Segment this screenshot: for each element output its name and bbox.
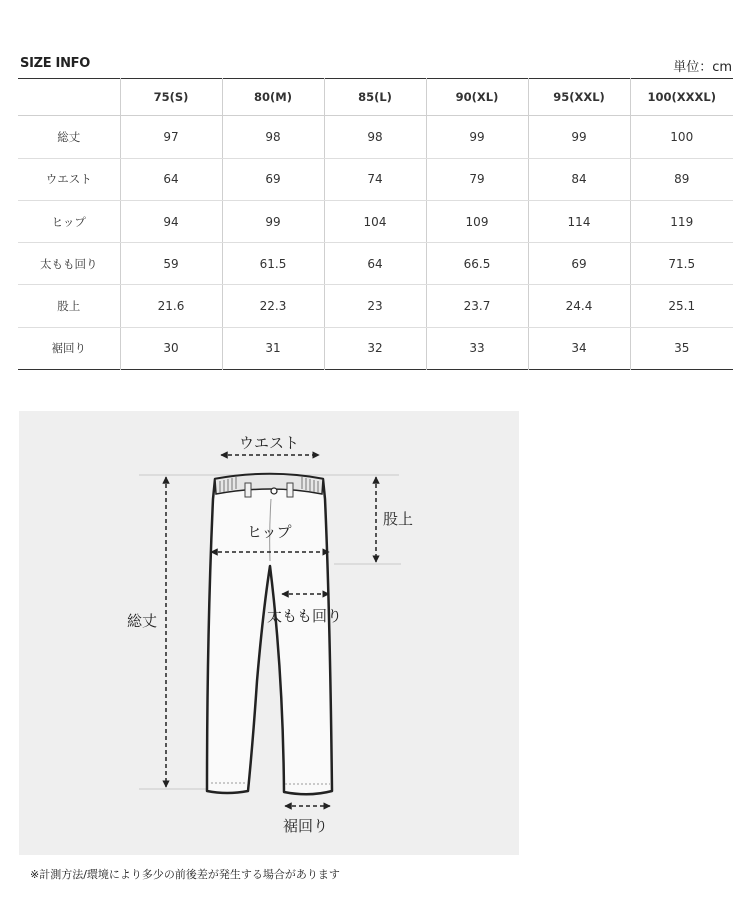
column-header: 100(XXXL) [630,79,733,116]
table-cell: 69 [528,243,630,285]
table-cell: 89 [630,158,733,200]
measurement-note: ※計測方法/環境により多少の前後差が発生する場合があります [30,868,340,881]
row-label: 総丈 [18,116,120,158]
column-header: 90(XL) [426,79,528,116]
column-header: 80(M) [222,79,324,116]
column-header: 75(S) [120,79,222,116]
table-row [18,116,733,158]
table-header-row [18,79,733,116]
table-cell: 99 [222,200,324,242]
table-cell: 23 [324,285,426,327]
row-label: ヒップ [18,200,120,242]
table-cell: 94 [120,200,222,242]
table-row [18,200,733,242]
thigh-label: 太もも回り [267,607,343,625]
table-row [18,285,733,327]
table-cell: 98 [222,116,324,158]
table-cell: 32 [324,327,426,369]
table-cell: 34 [528,327,630,369]
unit-label: 単位：cm [673,60,732,75]
table-cell: 30 [120,327,222,369]
measurement-diagram [19,411,519,855]
table-cell: 21.6 [120,285,222,327]
column-header: 85(L) [324,79,426,116]
table-row [18,243,733,285]
hem-label: 裾回り [283,817,329,835]
size-info-title: SIZE INFO [20,56,90,71]
row-label: 股上 [18,285,120,327]
table-cell: 25.1 [630,285,733,327]
button-icon [271,488,277,494]
table-cell: 79 [426,158,528,200]
column-header: 95(XXL) [528,79,630,116]
pants-illustration [19,411,519,855]
column-header [18,79,120,116]
table-cell: 100 [630,116,733,158]
table-cell: 33 [426,327,528,369]
table-cell: 64 [324,243,426,285]
table-cell: 23.7 [426,285,528,327]
waist-label: ウエスト [239,434,300,452]
table-cell: 99 [426,116,528,158]
table-cell: 71.5 [630,243,733,285]
table-cell: 97 [120,116,222,158]
table-cell: 98 [324,116,426,158]
table-cell: 119 [630,200,733,242]
table-row [18,327,733,369]
table-cell: 24.4 [528,285,630,327]
table-cell: 59 [120,243,222,285]
rise-label: 股上 [383,510,414,528]
row-label: 太もも回り [18,243,120,285]
row-label: 裾回り [51,341,86,356]
table-cell: 22.3 [222,285,324,327]
hip-label: ヒップ [247,523,292,541]
table-cell: 61.5 [222,243,324,285]
table-cell: 84 [528,158,630,200]
row-label: ウエスト [18,158,120,200]
size-info-header [20,54,732,76]
table-cell: 99 [528,116,630,158]
table-cell: 64 [120,158,222,200]
table-cell: 74 [324,158,426,200]
table-cell: 109 [426,200,528,242]
table-cell: 35 [630,327,733,369]
table-cell: 31 [222,327,324,369]
table-cell: 114 [528,200,630,242]
table-row [18,158,733,200]
table-cell: 66.5 [426,243,528,285]
table-cell: 104 [324,200,426,242]
length-label: 総丈 [127,612,158,630]
table-cell: 69 [222,158,324,200]
size-table [18,78,733,370]
